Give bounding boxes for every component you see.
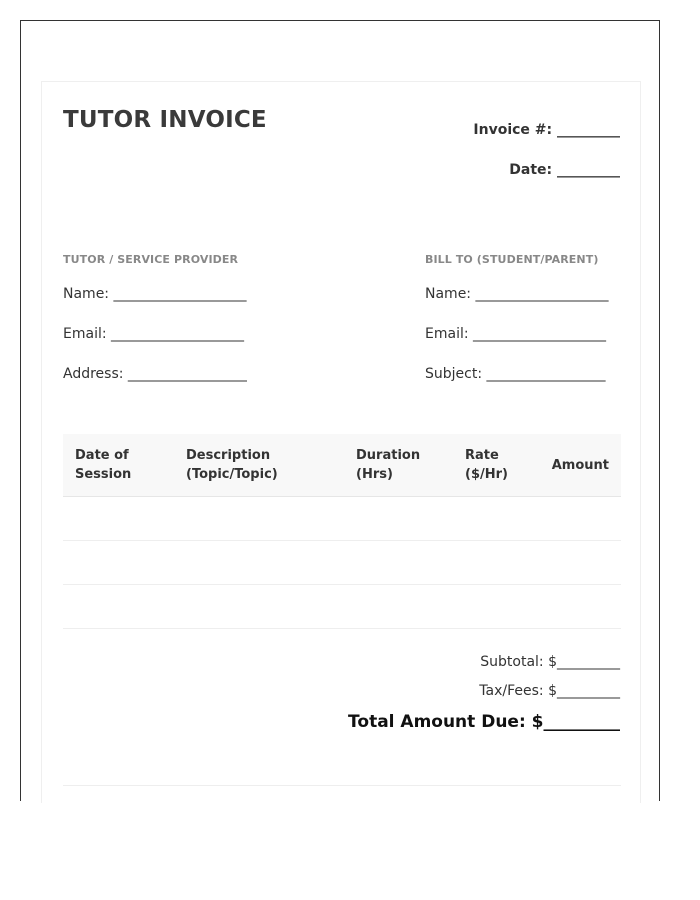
- table-cell[interactable]: [63, 541, 174, 585]
- tutor-name-field[interactable]: Name: ___________________: [63, 286, 247, 302]
- bill-to-name-field[interactable]: Name: ___________________: [425, 286, 609, 302]
- table-cell[interactable]: [453, 541, 534, 585]
- tutor-fields: [63, 284, 247, 404]
- table-cell[interactable]: [63, 585, 174, 629]
- invoice-number-field[interactable]: Invoice #: _________: [473, 122, 620, 138]
- tutor-address-field[interactable]: Address: _________________: [63, 366, 247, 382]
- subtotal-field[interactable]: Subtotal: $_________: [480, 654, 620, 670]
- table-cell[interactable]: [174, 497, 344, 541]
- table-cell[interactable]: [534, 497, 621, 541]
- table-cell[interactable]: [453, 497, 534, 541]
- invoice-meta: [473, 120, 620, 200]
- header-description: Description (Topic/Topic): [174, 434, 344, 497]
- total-amount-due-field[interactable]: Total Amount Due: $_________: [348, 712, 620, 732]
- header-date-of-session: Date of Session: [63, 434, 174, 497]
- totals-block: [348, 652, 620, 733]
- table-cell[interactable]: [344, 497, 453, 541]
- table-cell[interactable]: [174, 541, 344, 585]
- bill-to-subject-field[interactable]: Subject: _________________: [425, 366, 606, 382]
- table-cell[interactable]: [534, 585, 621, 629]
- table-cell[interactable]: [63, 497, 174, 541]
- bill-to-email-field[interactable]: Email: ___________________: [425, 326, 607, 342]
- tutor-email-field[interactable]: Email: ___________________: [63, 326, 245, 342]
- invoice-card: [41, 81, 641, 803]
- table-cell[interactable]: [453, 585, 534, 629]
- line-items-table: [63, 434, 621, 629]
- header-duration: Duration (Hrs): [344, 434, 453, 497]
- table-row: [63, 541, 621, 585]
- header-rate: Rate ($/Hr): [453, 434, 534, 497]
- bill-to-section-label: BILL TO (STUDENT/PARENT): [425, 253, 599, 266]
- divider: [63, 785, 621, 786]
- bill-to-fields: [425, 284, 608, 404]
- table-row: [63, 497, 621, 541]
- table-header-row: [63, 434, 621, 497]
- table-cell[interactable]: [344, 585, 453, 629]
- table-row: [63, 585, 621, 629]
- header-amount: Amount: [534, 434, 621, 497]
- table-cell[interactable]: [534, 541, 621, 585]
- tutor-section-label: TUTOR / SERVICE PROVIDER: [63, 253, 239, 266]
- tax-fees-field[interactable]: Tax/Fees: $_________: [479, 683, 620, 699]
- invoice-title: TUTOR INVOICE: [63, 107, 267, 133]
- invoice-date-field[interactable]: Date: _________: [509, 162, 620, 178]
- table-cell[interactable]: [174, 585, 344, 629]
- page-frame: [20, 20, 660, 801]
- table-cell[interactable]: [344, 541, 453, 585]
